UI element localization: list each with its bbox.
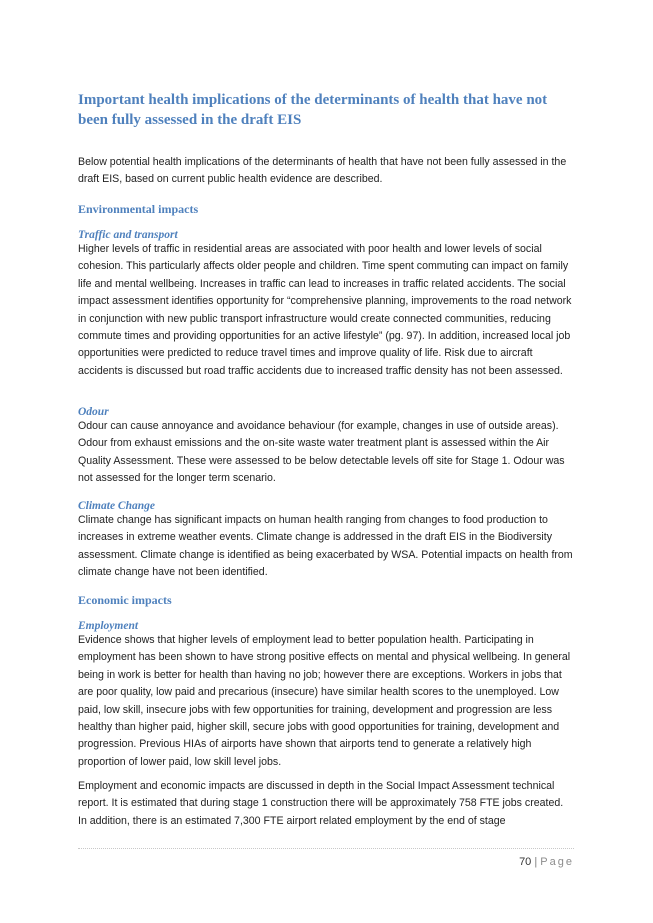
page-number: 70	[519, 856, 532, 868]
paragraph-employment-2: Employment and economic impacts are discussed in depth in the Social Impact Assessment technical report. It is estimated that during stage 1 construction there will be approximately 758 FTE jobs created. In addition, there is an estimated 7,300 FTE airport related employment by the end of stage	[78, 780, 564, 827]
subheading-climate-change: Climate Change	[78, 500, 155, 512]
section-heading-economic: Economic impacts	[78, 593, 172, 607]
intro-paragraph: Below potential health implications of the determinants of health that have not been fully assessed in the draft EIS, based on current public health evidence are described.	[78, 156, 567, 186]
section-heading-environmental: Environmental impacts	[78, 202, 199, 216]
page-title: Important health implications of the determinants of health that have not been fully assessed in the draft EIS	[78, 92, 548, 128]
footer-separator: |	[534, 856, 538, 868]
paragraph-climate-change: Climate change has significant impacts on human health ranging from changes to food production to increases in extreme weather events. Climate change is addressed in the draft EIS in the Biodiversity assessment. Climate change is identified as being exacerbated by WSA. Potential impacts on health from climate change have not been identified.	[78, 514, 573, 579]
page-footer	[519, 855, 574, 869]
subheading-odour: Odour	[78, 406, 109, 418]
footer-divider	[78, 848, 574, 849]
page-label: Page	[540, 856, 574, 868]
paragraph-odour: Odour can cause annoyance and avoidance behaviour (for example, changes in use of outside areas). Odour from exhaust emissions and the on-site waste water treatment plant is assessed within the Air Quality Assessment. These were assessed to be below detectable levels off site for Stage 1. Odour was not assessed for the longer term scenario.	[78, 420, 565, 485]
paragraph-employment: Evidence shows that higher levels of employment lead to better population health. Participating in employment has been shown to have strong positive effects on mental and physical wellbeing. In general being in work is better for health than having no job; however there are exceptions. Workers in jobs that are poor quality, low paid and precarious (insecure) have similar health scores to the unemployed. Low paid, low skill, insecure jobs with few opportunities for training, development and progression are less healthy than higher paid, higher skill, secure jobs with good opportunities for training, development and progression. Previous HIAs of airports have shown that airports tend to generate a relatively high proportion of lower paid, low skill level jobs.	[78, 634, 571, 768]
paragraph-traffic: Higher levels of traffic in residential areas are associated with poor health and lower levels of social cohesion. This particularly affects older people and children. Time spent commuting can impact on family life and mental wellbeing. Increases in traffic can lead to increases in traffic related accidents. The social impact assessment identifies opportunity for “comprehensive planning, improvements to the road network in conjunction with new public transport infrastructure would create connected communities, reducing commute times and providing opportunities for an active lifestyle” (pg. 97). In addition, increased local job opportunities were predicted to reduce travel times and improve quality of life. Risk due to aircraft accidents is discussed but road traffic accidents due to increased traffic density has not been assessed.	[78, 243, 572, 377]
subheading-traffic: Traffic and transport	[78, 229, 178, 241]
subheading-employment: Employment	[78, 620, 139, 632]
